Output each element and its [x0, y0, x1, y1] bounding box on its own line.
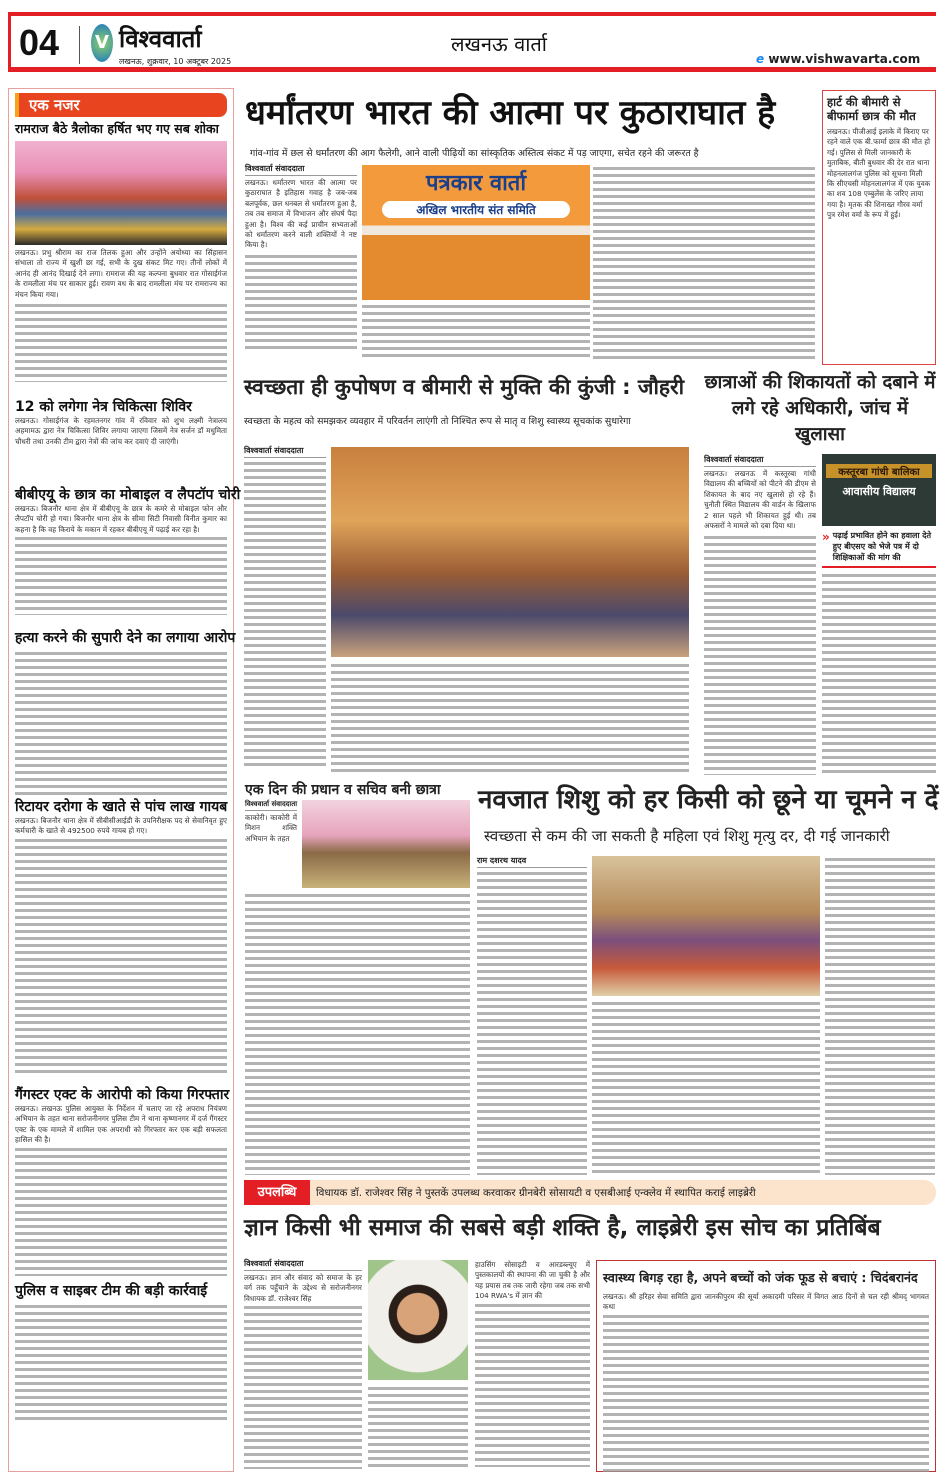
byline: विश्ववार्ता संवाददाता [245, 800, 297, 811]
divider [79, 26, 80, 64]
sidebar-box [822, 90, 936, 365]
item-title: पुलिस व साइबर टीम की बड़ी कार्रवाई [15, 1283, 208, 1299]
article6-body: विश्ववार्ता संवाददाता लखनऊ। ज्ञान और संवाद को समाज के हर वर्ग तक पहुँचाने के उद्देश्य से सरोजनीनगर विधायक डॉ. राजेश्वर सिंह [244, 1258, 362, 1469]
lead-subhead: गांव-गांव में छल से धर्मांतरण की आग फैलेगी, आने वाली पीढ़ियों का सांस्कृतिक अस्तित्व संकट में पड़ जाएगा, सचेत रहने की जरूरत है [250, 148, 699, 159]
left-column [8, 88, 241, 1472]
page-number: 04 [19, 22, 60, 63]
byline: विश्ववार्ता संवाददाता [245, 163, 357, 176]
lead-headline: धर्मांतरण भारत की आत्मा पर कुठाराघात है [245, 93, 776, 133]
banner-label: उपलब्धि [244, 1180, 310, 1205]
mla-portrait-photo [368, 1260, 468, 1380]
section-title: लखनऊ वार्ता [451, 32, 547, 56]
browser-icon: e [756, 52, 769, 66]
item-title: हत्या करने की सुपारी देने का लगाया आरोप [15, 630, 236, 646]
byline: विश्ववार्ता संवाददाता [704, 454, 816, 467]
article7-headline: स्वास्थ्य बिगड़ रहा है, अपने बच्चों को जंक फूड से बचाएं : चिदंबरानंद [603, 1270, 918, 1285]
website-link[interactable]: e www.vishwavarta.com [756, 52, 921, 66]
item-title: 12 को लगेगा नेत्र चिकित्सा शिविर [15, 399, 192, 415]
item-text [15, 650, 227, 795]
article6-headline: ज्ञान किसी भी समाज की सबसे बड़ी शक्ति है, लाइब्रेरी इस सोच का प्रतिबिंब [244, 1215, 881, 1241]
item-text: लखनऊ। लखनऊ पुलिस आयुक्त के निर्देशन में चलाए जा रहे अपराध नियंत्रण अभियान के तहत थाना सरोजनीनगर पुलिस टीम ने थाना कृष्णानगर में दर्ज गैंगस्टर एक्ट के एक मामले में शामिल एक अपराधी को गिरफ्तार कर एक बड़ी सफलता हासिल की है। [15, 1104, 227, 1282]
paper-name: विश्ववार्ता [119, 25, 202, 53]
sidebar-title: हार्ट की बीमारी से बीफार्मा छात्र की मौत [827, 95, 916, 123]
lead-columns [593, 165, 815, 361]
article7-box: स्वास्थ्य बिगड़ रहा है, अपने बच्चों को जंक फूड से बचाएं : चिदंबरानंद लखनऊ। श्री हरिहर सेवा समिति द्वारा जानकीपुरम की सूर्या अकादमी परिसर में विगत आठ दिनों से चल रही श्रीमद् भागवत कथा [596, 1260, 936, 1472]
lead-title: रामराज बैठे त्रैलोका हर्षित भए गए सब शोका [15, 121, 219, 136]
ek-nazar-label: एक नजर [15, 93, 227, 117]
item-title: बीबीएयू के छात्र का मोबाइल व लैपटॉप चोरी [15, 487, 241, 503]
ramlila-photo [15, 141, 227, 245]
quote-icon: » [822, 530, 830, 544]
health-awareness-photo [592, 856, 820, 996]
article3-columns [822, 572, 936, 775]
article4-headline: एक दिन की प्रधान व सचिव बनी छात्रा [245, 782, 441, 798]
logo-icon: V [91, 24, 113, 62]
article5-body [477, 855, 587, 1175]
article2-subhead: स्वच्छता के महत्व को समझकर व्यवहार में परिवर्तन लाएंगी तो निश्चित रूप से मातृ व शिशु स्वास्थ्य सूचकांक सुधारेगा [244, 416, 631, 427]
article5-subhead: स्वच्छता से कम की जा सकती है महिला एवं शिशु मृत्यु दर, दी गई जानकारी [484, 827, 890, 845]
item-text: लखनऊ। गोसाईगंज के रहमतनगर गांव में रविवार को शुभ लक्ष्मी नेत्रालय अहमामऊ द्वारा नेत्र चिकित्सा शिविर लगाया जाएगा जिसमें नेत्र सर्जन डॉ मधुमिता चौधरी तथा उनकी टीम द्वारा नेत्रों की जांच कर दवाएं दी जाएंगी। [15, 416, 227, 446]
mission-shakti-photo [302, 800, 470, 888]
banner-text: विधायक डॉ. राजेश्वर सिंह ने पुस्तकें उपलब्ध करवाकर ग्रीनबेरी सोसायटी व एसबीआई एन्क्लेव में स्थापित कराई लाइब्रेरी [316, 1186, 756, 1199]
place-date: लखनऊ, शुक्रवार, 10 अक्टूबर 2025 [119, 57, 232, 66]
press-conference-photo: पत्रकार वार्ता अखिल भारतीय संत समिति [362, 165, 590, 300]
lead-columns [362, 303, 590, 361]
byline: विश्ववार्ता संवाददाता [244, 445, 326, 458]
article2-columns [331, 662, 689, 774]
item-text [15, 1303, 227, 1423]
article5-columns [825, 856, 935, 1175]
sanitation-event-photo [331, 447, 689, 657]
school-sign-photo: कस्तूरबा गांधी बालिका आवासीय विद्यालय [822, 454, 936, 526]
article4-columns [245, 892, 470, 1175]
pull-quote: » पढ़ाई प्रभावित होने का हवाला देते हुए बीएसए को भेजे पत्र में दो शिक्षिकाओं की मांग की [822, 530, 936, 568]
achievement-banner [244, 1180, 936, 1205]
lead-text: लखनऊ। प्रभु श्रीराम का राज तिलक हुआ और उन्होंने अयोध्या का सिंहासन संभाला तो राज्य में खुशी छा गई, सभी के दुख संकट मिट गए। तीनों लोकों में आनंद ही आनंद दिखाई देने लगा। रामराज की यह कल्पना बुधवार रात गोसाईगंज के रामलीला मंच पर साकार हुई। रावण वध के बाद रामलीला मंच पर रामराज्य का मंचन किया गया। [15, 248, 227, 398]
article3 [704, 370, 936, 775]
article5-headline: नवजात शिशु को हर किसी को छूने या चूमने न दें [478, 785, 939, 815]
article6-columns [368, 1385, 468, 1470]
article2-headline: स्वच्छता ही कुपोषण व बीमारी से मुक्ति की कुंजी : जौहरी [244, 375, 685, 399]
article4-body: विश्ववार्ता संवाददाता काकोरी। काकोरी में मिशन शक्ति अभियान के तहत [245, 800, 298, 843]
byline: विश्ववार्ता संवाददाता [244, 1258, 362, 1271]
article2-body [244, 445, 326, 775]
item-text: लखनऊ। बिजनौर थाना क्षेत्र में सीबीसीआईडी के उपनिरीक्षक पद से सेवानिवृत हुए कर्मचारी के खाते से 492500 रुपये गायब हो गए। [15, 816, 227, 1086]
lead-body: विश्ववार्ता संवाददाता लखनऊ। धर्मांतरण भारत की आत्मा पर कुठाराघात है इतिहास गवाह है जब-जब बलपूर्वक, छल धनबल से धर्मांतरण हुआ है, तब तब समाज में विभाजन और संघर्ष पैदा हुआ है। विश्व की कई प्राचीन सभ्यताओं को धर्मांतरण करने वाली शक्तियों ने नष्ट किया है। [245, 163, 357, 363]
article6-columns: हाउसिंग सोसाइटी व आरडब्ल्यूए में पुस्तकालयों की स्थापना की जा चुकी है और यह प्रयास तब तक जारी रहेगा जब तक सभी 104 RWA's में ज्ञान की [475, 1260, 590, 1467]
article3-headline: छात्राओं की शिकायतों को दबाने में लगे रहे अधिकारी, जांच में खुलासा [704, 372, 936, 445]
article3-body: विश्ववार्ता संवाददाता लखनऊ। लखनऊ में कस्तूरबा गांधी विद्यालय की बच्चियों को पीटने की डीएम से शिकायत के बाद नए खुलासे हो रहे हैं। चुनौती स्थित विद्यालय की वार्डन के खिलाफ 2 साल पहले भी शिकायत हुई थी। तब अफसरों ने मामले को दबा दिया था। [704, 454, 816, 775]
item-title: रिटायर दरोगा के खाते से पांच लाख गायब [15, 799, 228, 815]
article3-columns [704, 534, 816, 775]
article5-columns [592, 1000, 820, 1175]
sidebar-text: लखनऊ। पीजीआई इलाके में किराए पर रहने वाले एक बी.फार्मा छात्र की मौत हो गई। पुलिस से मिली जानकारी के मुताबिक, बीती बुधवार की देर रात थाना मोहनलालगंज पुलिस को सूचना मिली कि सीएचसी मोहनलालगंज में एक युवक का शव 108 एम्बुलेंस के जरिए लाया गया है। मृतक की शिनाख्त गौरव वर्मा पुत्र रमेश वर्मा के रूप में हुई। [827, 127, 931, 220]
item-text: लखनऊ। बिजनौर थाना क्षेत्र में बीबीएयू के छात्र के कमरे से मोबाइल फोन और लैपटॉप चोरी हो गया। बिजनौर थाना क्षेत्र के सीमा सिटी निवासी विनीत कुमार का कहना है कि वह किराये के मकान में रहकर बीबीएयू में पढ़ाई कर रहा है। [15, 504, 227, 629]
item-title: गैंगस्टर एक्ट के आरोपी को किया गिरफ्तार [15, 1087, 230, 1103]
masthead [8, 12, 936, 72]
byline: राम दशरथ यादव [477, 855, 587, 868]
